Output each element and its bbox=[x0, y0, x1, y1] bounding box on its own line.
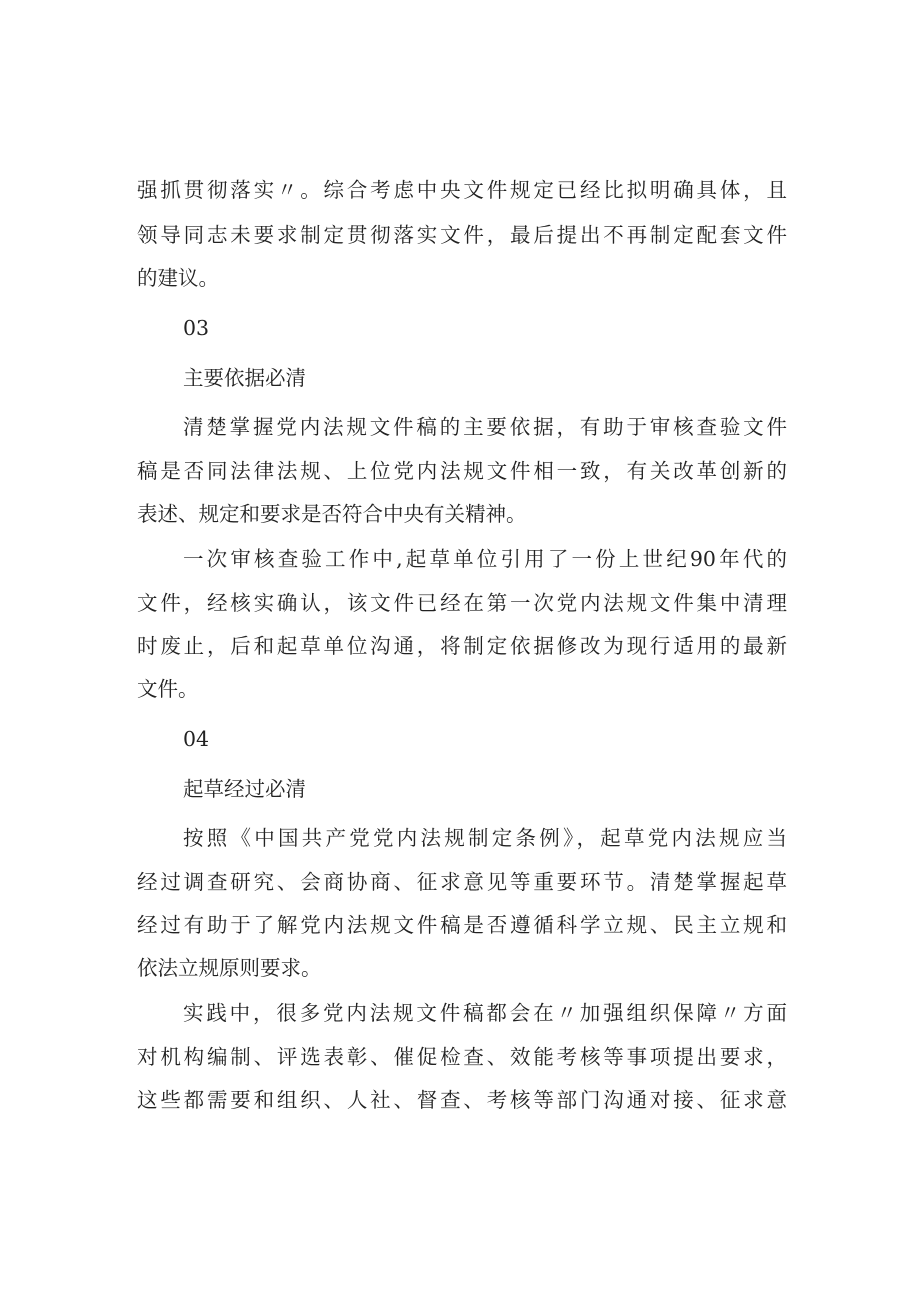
paragraph-line: 文件。 bbox=[137, 677, 199, 701]
paragraph-line: 文件，经核实确认，该文件已经在第一次党内法规文件集中清理 bbox=[137, 591, 787, 615]
paragraph-line: 清楚掌握党内法规文件稿的主要依据，有助于审核查验文件 bbox=[183, 415, 787, 439]
paragraph-line: 的建议。 bbox=[137, 266, 219, 290]
paragraph-line: 按照《中国共产党党内法规制定条例》，起草党内法规应当 bbox=[183, 826, 787, 850]
paragraph-line: 强抓贯彻落实〃。综合考虑中央文件规定已经比拟明确具体，且 bbox=[137, 178, 787, 202]
paragraph-line: 一次审核查验工作中,起草单位引用了一份上世纪90年代的 bbox=[183, 547, 787, 571]
section-number: 03 bbox=[183, 316, 210, 340]
paragraph-line: 实践中，很多党内法规文件稿都会在〃加强组织保障〃方面 bbox=[183, 1001, 787, 1025]
paragraph-line: 经过有助于了解党内法规文件稿是否遵循科学立规、民主立规和 bbox=[137, 913, 787, 937]
paragraph-line: 对机构编制、评选表彰、催促检查、效能考核等事项提出要求， bbox=[137, 1045, 787, 1069]
section-heading: 起草经过必清 bbox=[183, 777, 306, 801]
paragraph-line: 这些都需要和组织、人社、督查、考核等部门沟通对接、征求意 bbox=[137, 1088, 787, 1112]
paragraph-line: 经过调查研究、会商协商、征求意见等重要环节。清楚掌握起草 bbox=[137, 870, 787, 894]
section-number: 04 bbox=[183, 727, 210, 751]
paragraph-line: 稿是否同法律法规、上位党内法规文件相一致，有关改革创新的 bbox=[137, 459, 787, 483]
paragraph-line: 表述、规定和要求是否符合中央有关精神。 bbox=[137, 502, 527, 526]
paragraph-line: 时废止，后和起草单位沟通，将制定依据修改为现行适用的最新 bbox=[137, 634, 787, 658]
section-heading: 主要依据必清 bbox=[183, 366, 306, 390]
paragraph-line: 依法立规原则要求。 bbox=[137, 956, 322, 980]
paragraph-line: 领导同志未要求制定贯彻落实文件，最后提出不再制定配套文件 bbox=[137, 223, 787, 247]
